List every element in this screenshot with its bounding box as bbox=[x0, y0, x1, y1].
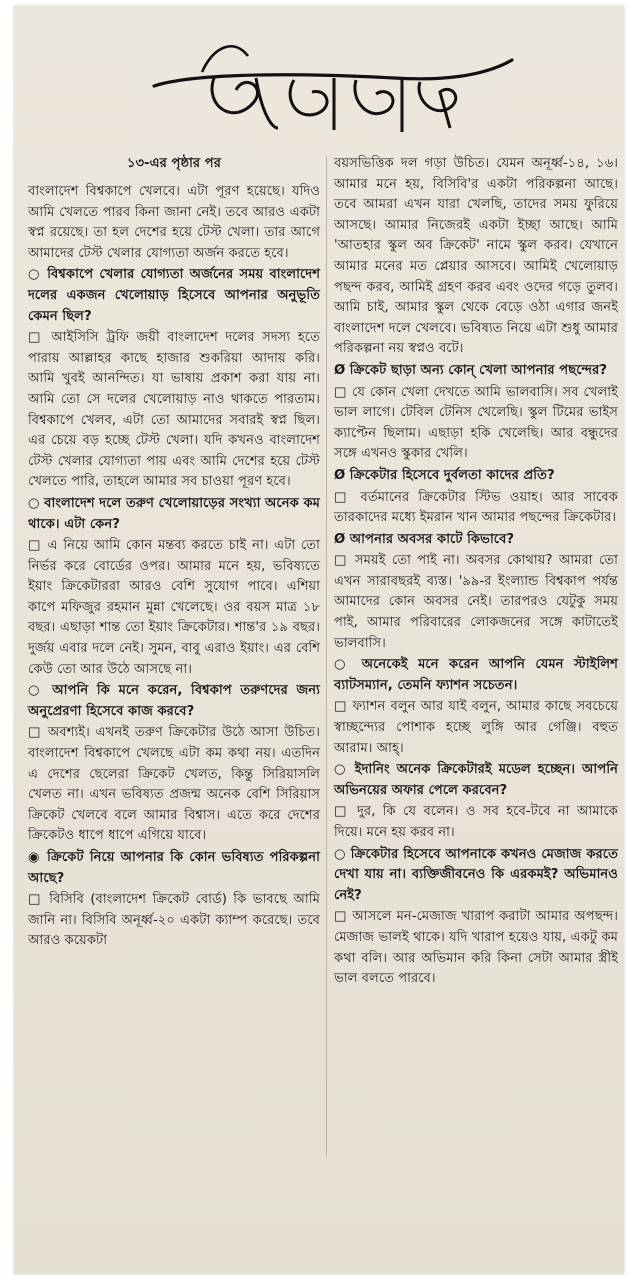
newspaper-clipping bbox=[14, 6, 624, 1274]
interview-question: ○ বাংলাদেশ দলে তরুণ খেলোয়াড়ের সংখ্যা অনেক কম থাকে। এটা কেন? bbox=[28, 495, 320, 532]
interview-answer: □ যে কোন খেলা দেখতে আমি ভালবাসি। সব খেলাই ভাল লাগে। টেবিল টেনিস খেলেছি। স্কুল টিমের ভাইস ক্যাপ্টেন ছিলাম। এছাড়া হকি খেলেছি। আর বন্ধুদের সঙ্গে এখনও স্কুকার খেলি। bbox=[334, 384, 618, 462]
interview-question: ○ আপনি কি মনে করেন, বিশ্বকাপ তরুণদের জন্য অনুপ্রেরণা হিসেবে কাজ করবে? bbox=[28, 683, 320, 719]
headline-logo bbox=[144, 16, 524, 146]
interview-answer: □ আইসিসি ট্রফি জয়ী বাংলাদেশ দলের সদস্য হতে পারায় আল্লাহর কাছে হাজার শুকরিয়া আদায় করি। আমি খুবই আনন্দিত। যা ভাষায় প্রকাশ করা যায় না। আমি তো সে দলের খেলোয়াড় নাও থাকতে পারতাম। বিশ্বকাপে খেলব, এটা তো আমাদের সবারই স্বপ্ন ছিল। এর চেয়ে বড় হচ্ছে টেস্ট খেলা। যদি কখনও বাংলাদেশ টেস্ট খেলার যোগ্যতা পায় এবং আমি দেশের হয়ে টেস্ট খেলতে পারি, তাহলে আমার সব চাওয়া পূরণ হবে। bbox=[28, 330, 320, 490]
interview-question: Ø আপনার অবসর কাটে কিভাবে? bbox=[334, 531, 515, 547]
headline-calligraphy bbox=[144, 16, 524, 146]
interview-answer: □ অবশ্যই। এখনই তরুণ ক্রিকেটার উঠে আসা উচিত। বাংলাদেশ বিশ্বকাপে খেলছে এটা কম কথা নয়। এতদিন এ দেশের ছেলেরা ক্রিকেট খেলত, কিন্তু সিরিয়াসলি খেলত না। এখন ভবিষ্যত প্রজন্ম অনেক বেশি সিরিয়াস ক্রিকেট খেলবে বলে আমার বিশ্বাস। এতে করে দেশের ক্রিকেটও ধাপে ধাপে এগিয়ে যাবে। bbox=[28, 725, 320, 844]
interview-answer: □ সময়ই তো পাই না। অবসর কোথায়? আমরা তো এখন সারাবছরই ব্যস্ত। '৯৯-র ইংল্যান্ড বিশ্বকাপ পর্যন্ত আমাদের কোন অবসর নেই। তারপরও যেটুকু সময় পাই, আমার পরিবারের লোকজনের সঙ্গে কাটাতেই ভালবাসি। bbox=[334, 553, 618, 651]
interview-question: ◉ ক্রিকেট নিয়ে আপনার কি কোন ভবিষ্যত পরিকল্পনা আছে? bbox=[28, 850, 320, 886]
interview-question: ○ অনেকেই মনে করেন আপনি যেমন স্টাইলিশ ব্যাটসম্যান, তেমনি ফ্যাশন সচেতন। bbox=[334, 657, 618, 693]
interview-answer: □ বর্তমানের ক্রিকেটার স্টিভ ওয়াহ। আর সাবেক তারকাদের মধ্যে ইমরান খান আমার পছন্দের ক্রিকেটার। bbox=[334, 489, 618, 526]
article-column-left bbox=[28, 182, 320, 953]
interview-answer: □ আসলে মন-মেজাজ খারাপ করাটা আমার অপছন্দ। মেজাজ ভালই থাকে। যদি খারাপ হয়েও যায়, একটু কম কথা বলি। আর অভিমান করি কিনা সেটা আমার স্ত্রীই ভাল বলতে পারবে। bbox=[334, 909, 618, 987]
column-divider bbox=[326, 156, 327, 1156]
interview-question: ○ ইদানিং অনেক ক্রিকেটারই মডেল হচ্ছেন। আপনি অভিনয়ের অফার পেলে করবেন? bbox=[334, 762, 618, 798]
interview-question: ○ ক্রিকেটার হিসেবে আপনাকে কখনও মেজাজ করতে দেখা যায় না। ব্যক্তিজীবনেও কি এরকমই? অভিমানও নেই? bbox=[334, 846, 618, 903]
interview-answer: বাংলাদেশ বিশ্বকাপে খেলবে। এটা পূরণ হয়েছে। যদিও আমি খেলতে পারব কিনা জানা নেই। তবে আরও একটা স্বপ্ন রয়েছে। তা হল দেশের হয়ে টেস্ট খেলা। তার আগে আমাদের টেস্ট খেলার যোগ্যতা অর্জন করতে হবে। bbox=[28, 184, 320, 261]
article-column-right bbox=[334, 154, 618, 991]
interview-answer: □ বিসিবি (বাংলাদেশ ক্রিকেট বোর্ড) কি ভাবছে আমি জানি না। বিসিবি অনূর্ধ্ব-২০ একটা ক্যাম্প করেছে। তবে আরও কয়েকটা bbox=[28, 892, 320, 949]
interview-answer: □ দুর, কি যে বলেন। ও সব হবে-টবে না আমাকে দিয়ে। মনে হয় করব না। bbox=[334, 804, 618, 840]
interview-question: ○ বিশ্বকাপে খেলার যোগ্যতা অর্জনের সময় বাংলাদেশ দলের একজন খেলোয়াড় হিসেবে আপনার অনুভূতি কেমন ছিল? bbox=[28, 267, 320, 324]
interview-question: Ø ক্রিকেট ছাড়া অন্য কোন্ খেলা আপনার পছন্দের? bbox=[334, 362, 607, 378]
interview-answer: □ ফ্যাশন বলুন আর যাই বলুন, আমার কাছে সবচেয়ে স্বাচ্ছন্দ্যের পোশাক হচ্ছে লুঙ্গি আর গেঞ্জি। বহুত আরাম। আহ্। bbox=[334, 699, 618, 756]
interview-answer: □ এ নিয়ে আমি কোন মন্তব্য করতে চাই না। এটা তো নির্ভর করে বোর্ডের ওপর। আমার মনে হয়, ভবিষ্যতে ইয়াং ক্রিকেটাররা আরও বেশি সুযোগ পাবে। এশিয়া কাপে মফিজুর রহমান মুন্না খেলেছে। ওর বয়স মাত্র ১৮ বছর। এছাড়া শান্ত তো ইয়াং ক্রিকেটার। শান্ত'র ১৯ বছর। দুর্জয় এবার দলে নেই। সুমন, বাবু এরাও ইয়াং। এর বেশি কেউ তো আর উঠে আসছে না। bbox=[28, 538, 320, 677]
interview-question: Ø ক্রিকেটার হিসেবে দুর্বলতা কাদের প্রতি? bbox=[334, 467, 555, 483]
continued-from-note: ১৩-এর পৃষ্ঠার পর bbox=[127, 156, 221, 171]
interview-answer: বয়সভিত্তিক দল গড়া উচিত। যেমন অনূর্ধ্ব-১৪, ১৬। আমার মনে হয়, বিসিবি'র একটা পরিকল্পনা আছে। তবে আমরা এখন যারা খেলছি, তাদের সময় ফুরিয়ে আসছে। আমার নিজেরই একটা ইচ্ছা আছে। আমি 'আতহার স্কুল অব ক্রিকেট' নামে স্কুল করব। যেখানে আমার মনের মত প্লেয়ার আসবে। আমিই খেলোয়াড় পছন্দ করব, আমিই গ্রহণ করব এবং ওদের গড়ে তুলব। আমি চাই, আমার স্কুল থেকে বেড়ে ওঠা এগার জনই বাংলাদেশ দলে খেলবে। ভবিষ্যত নিয়ে এটা শুধু আমার পরিকল্পনা নয় স্বপ্নও বটে। bbox=[334, 156, 618, 357]
